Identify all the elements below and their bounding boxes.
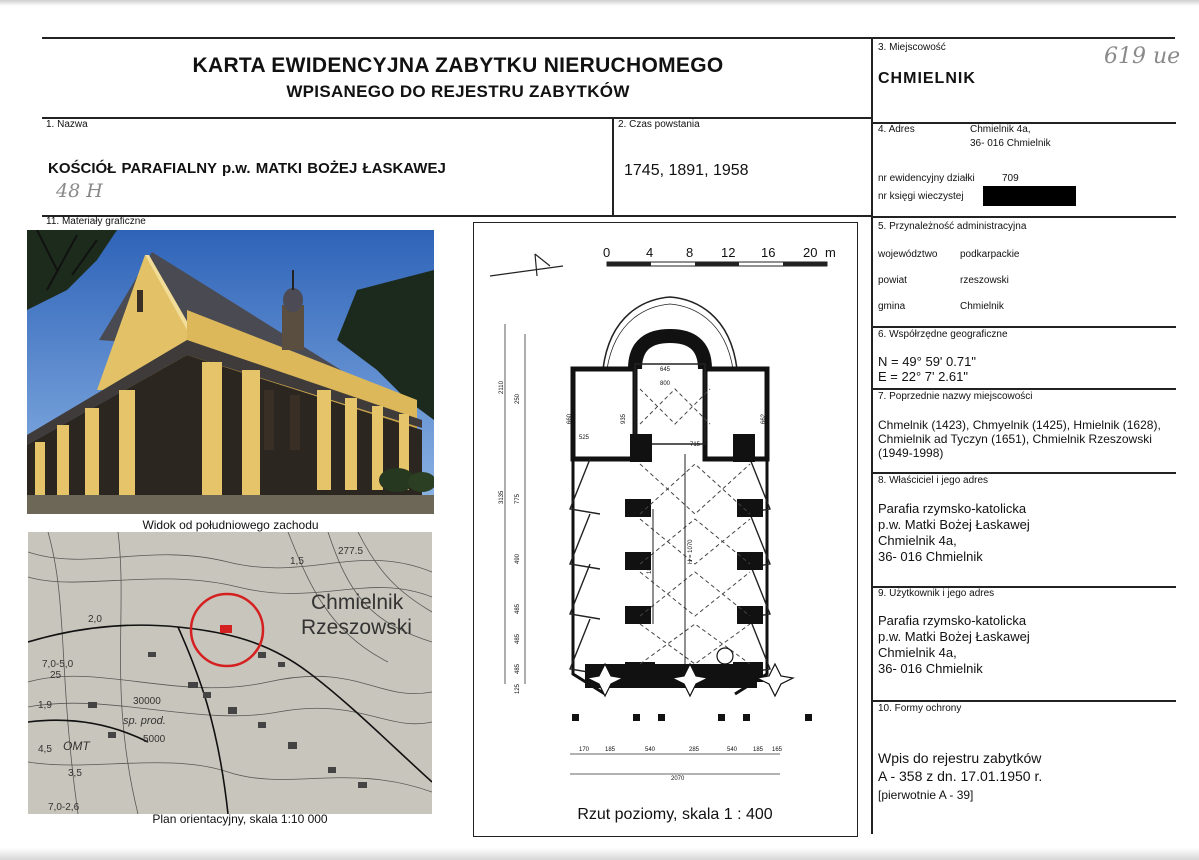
svg-text:185: 185 [753, 747, 764, 753]
graphics-label: 11. Materiały graficzne [46, 216, 146, 227]
county-label: powiat [878, 275, 907, 286]
commune-value: Chmielnik [960, 301, 1004, 312]
commune-label: gmina [878, 301, 906, 312]
svg-text:185: 185 [605, 747, 616, 753]
locality-value: CHMIELNIK [878, 70, 976, 87]
redaction-bar [983, 186, 1076, 206]
user-line: p.w. Matki Bożej Łaskawej [878, 629, 1030, 644]
address-line2: 36- 016 Chmielnik [970, 138, 1051, 149]
svg-text:800: 800 [660, 381, 671, 387]
sep-6 [873, 388, 1176, 390]
protection-line2: A - 358 z dn. 17.01.1950 r. [878, 768, 1043, 784]
svg-text:165: 165 [772, 747, 783, 753]
map-caption: Plan orientacyjny, skala 1:10 000 [152, 812, 328, 826]
svg-text:645: 645 [660, 367, 671, 373]
frame-date-divider [612, 117, 614, 216]
former-names-label: 7. Poprzednie nazwy miejscowości [878, 391, 1033, 402]
admin-label: 5. Przynależność administracyjna [878, 221, 1027, 232]
svg-text:4,5: 4,5 [38, 744, 52, 755]
svg-text:7,0-2,6: 7,0-2,6 [48, 802, 80, 813]
owner-line: 36- 016 Chmielnik [878, 549, 983, 564]
parcel-value: 709 [1002, 173, 1019, 184]
address-line1: Chmielnik 4a, [970, 124, 1031, 135]
svg-text:935: 935 [621, 413, 627, 424]
name-label: 1. Nazwa [46, 119, 88, 130]
protection-line3: [pierwotnie A - 39] [878, 788, 974, 802]
frame-right-divider [871, 37, 873, 834]
map-label-rzeszowski: Rzeszowski [301, 616, 412, 639]
locality-label: 3. Miejscowość [878, 42, 946, 53]
user-line: Parafia rzymsko-katolicka [878, 613, 1027, 628]
owner-line: Parafia rzymsko-katolicka [878, 501, 1027, 516]
svg-text:H = 1070: H = 1070 [688, 539, 694, 564]
floor-plan [475, 224, 855, 834]
date-label: 2. Czas powstania [618, 119, 700, 130]
coord-east: E = 22° 7' 2.61" [878, 369, 968, 384]
svg-text:12: 12 [721, 245, 736, 260]
frame-line-name-bottom [42, 215, 871, 217]
frame-line-address-bottom [873, 216, 1176, 218]
user-label: 9. Użytkownik i jego adres [878, 588, 995, 599]
land-register-label: nr księgi wieczystej [878, 191, 964, 202]
church-photo [27, 230, 434, 514]
svg-text:285: 285 [689, 747, 700, 753]
user-line: Chmielnik 4a, [878, 645, 957, 660]
svg-text:485: 485 [515, 603, 521, 614]
svg-text:485: 485 [515, 633, 521, 644]
svg-text:125: 125 [515, 683, 521, 694]
svg-text:490: 490 [515, 553, 521, 564]
svg-text:8: 8 [686, 245, 694, 260]
scan-edge-bottom [0, 848, 1199, 860]
owner-address [878, 501, 1030, 565]
scan-edge [0, 0, 1199, 6]
svg-text:16: 16 [761, 245, 776, 260]
sep-5 [873, 326, 1176, 328]
svg-text:1,5: 1,5 [290, 556, 304, 567]
svg-text:20: 20 [803, 245, 818, 260]
svg-text:2070: 2070 [671, 776, 685, 782]
svg-text:170: 170 [579, 747, 590, 753]
svg-text:525: 525 [579, 435, 590, 441]
voivodeship-label: województwo [878, 249, 938, 260]
handwritten-number: 619 ue [1104, 44, 1181, 69]
photo-caption: Widok od południowego zachodu [142, 518, 319, 532]
svg-text:1,9: 1,9 [38, 700, 52, 711]
frame-top-line [42, 37, 1175, 39]
former-names-value: Chmelnik (1423), Chmyelnik (1425), Hmielnik (1628), Chmielnik ad Tyczyn (1651), Chmielnik Rzeszowski (1949-1998) [878, 418, 1161, 460]
svg-text:4: 4 [646, 245, 654, 260]
county-value: rzeszowski [960, 275, 1009, 286]
svg-text:m: m [825, 245, 836, 260]
protection-label: 10. Formy ochrony [878, 703, 962, 714]
svg-text:540: 540 [727, 747, 738, 753]
svg-text:277.5: 277.5 [338, 546, 364, 557]
date-value: 1745, 1891, 1958 [624, 162, 749, 179]
coord-north: N = 49° 59' 0.71" [878, 354, 976, 369]
svg-text:715: 715 [690, 442, 701, 448]
card-title: KARTA EWIDENCYJNA ZABYTKU NIERUCHOMEGO [192, 54, 724, 77]
svg-text:485: 485 [515, 663, 521, 674]
svg-text:540: 540 [645, 747, 656, 753]
owner-label: 8. Właściciel i jego adres [878, 475, 989, 486]
map-label-chmielnik: Chmielnik [311, 591, 404, 614]
svg-text:3,5: 3,5 [68, 768, 82, 779]
card-subtitle: WPISANEGO DO REJESTRU ZABYTKÓW [286, 82, 630, 101]
handwritten-name-note: 48 H [56, 180, 103, 202]
svg-text:3135: 3135 [499, 490, 505, 504]
orientation-map [28, 532, 432, 814]
parcel-label: nr ewidencyjny działki [878, 173, 975, 184]
svg-text:sp. prod.: sp. prod. [123, 715, 166, 727]
sep-9 [873, 700, 1176, 702]
frame-line-header-bottom [42, 117, 871, 119]
svg-text:2110: 2110 [499, 381, 505, 394]
svg-text:2,0: 2,0 [88, 614, 102, 625]
svg-text:775: 775 [515, 493, 521, 504]
sep-7 [873, 472, 1176, 474]
svg-text:30000: 30000 [133, 696, 161, 707]
user-line: 36- 016 Chmielnik [878, 661, 983, 676]
north-arrow-icon [490, 254, 563, 276]
svg-text:7,0-5,0: 7,0-5,0 [42, 659, 74, 670]
svg-text:662: 662 [761, 413, 767, 424]
svg-text:0: 0 [603, 245, 611, 260]
svg-text:250: 250 [515, 393, 521, 404]
address-label: 4. Adres [878, 124, 915, 135]
svg-text:530: 530 [735, 435, 746, 441]
plan-caption: Rzut poziomy, skala 1 : 400 [577, 806, 773, 823]
svg-text:1860: 1860 [647, 560, 653, 574]
owner-line: p.w. Matki Bożej Łaskawej [878, 517, 1030, 532]
voivodeship-value: podkarpackie [960, 249, 1020, 260]
scale-bar [607, 262, 827, 266]
scale-ticks [603, 245, 836, 260]
object-name: KOŚCIÓŁ PARAFIALNY p.w. MATKI BOŻEJ ŁASKAWEJ [48, 160, 446, 177]
owner-line: Chmielnik 4a, [878, 533, 957, 548]
svg-text:25: 25 [50, 670, 62, 681]
user-address [878, 613, 1030, 677]
protection-line1: Wpis do rejestru zabytków [878, 750, 1042, 766]
svg-text:5000: 5000 [143, 734, 166, 745]
svg-text:660: 660 [567, 413, 573, 424]
svg-text:OMT: OMT [63, 739, 90, 753]
coords-label: 6. Współrzędne geograficzne [878, 329, 1008, 340]
